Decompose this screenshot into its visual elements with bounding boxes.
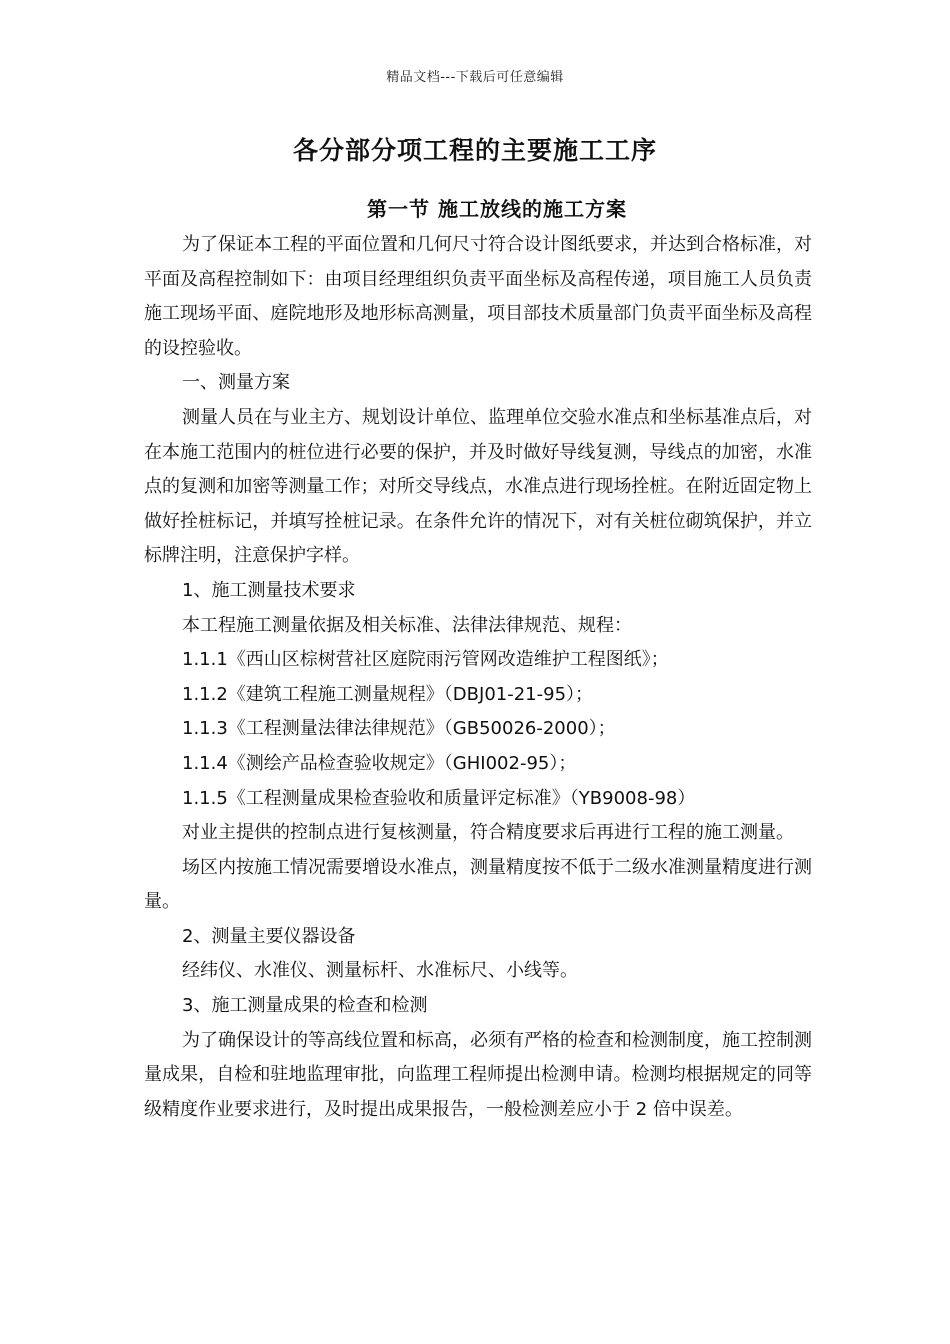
paragraph-measurement: 测量人员在与业主方、规划设计单位、监理单位交验水准点和坐标基准点后，对在本施工范围内的桩位进行必要的保护，并及时做好导线复测，导线点的加密，水准点的复测和加密等测量工作；对所交导线点，水准点进行现场拴桩。在附近固定物上做好拴桩标记，并填写拴桩记录。在条件允许的情况下，对有关桩位砌筑保护，并立标牌注明，注意保护字样。 — [144, 406, 812, 567]
heading-inspection: 3、施工测量成果的检查和检测 — [182, 995, 428, 1017]
paragraph-inspection: 为了确保设计的等高线位置和标高，必须有严格的检查和检测制度，施工控制测量成果，自检和驻地监理审批，向监理工程师提出检测申请。检测均根据规定的同等级精度作业要求进行，及时提出成果报告，一般检测差应小于 2 倍中误差。 — [144, 1029, 812, 1120]
section-title: 第一节 施工放线的施工方案 — [367, 197, 627, 221]
heading-instruments: 2、测量主要仪器设备 — [182, 925, 356, 947]
paragraph-intro: 为了保证本工程的平面位置和几何尺寸符合设计图纸要求，并达到合格标准，对平面及高程控制如下：由项目经理组织负责平面坐标及高程传递，项目施工人员负责施工现场平面、庭院地形及地形标高测量，项目部技术质量部门负责平面坐标及高程的设控验收。 — [144, 234, 812, 359]
list-item-standard: 1.1.5《工程测量成果检查验收和质量评定标准》（YB9008-98） — [182, 787, 696, 809]
heading-measurement-plan: 一、测量方案 — [182, 372, 290, 394]
paragraph-benchmark: 场区内按施工情况需要增设水准点，测量精度按不低于二级水准测量精度进行测量。 — [144, 856, 812, 913]
list-item-standard: 1.1.2《建筑工程施工测量规程》（DBJ01-21-95）； — [182, 683, 594, 705]
list-item-standard: 1.1.3《工程测量法律法律规范》（GB50026-2000）； — [182, 718, 616, 740]
document-body — [144, 228, 812, 1127]
list-item-standard: 1.1.4《测绘产品检查验收规定》（GHI002-95）； — [182, 752, 577, 774]
paragraph-instruments: 经纬仪、水准仪、测量标杆、水准标尺、小线等。 — [182, 960, 578, 982]
paragraph-standards-intro: 本工程施工测量依据及相关标准、法律法律规范、规程： — [182, 614, 632, 636]
document-title: 各分部分项工程的主要施工工序 — [292, 136, 657, 165]
heading-technical-requirements: 1、施工测量技术要求 — [182, 579, 356, 601]
list-item-standard: 1.1.1《西山区棕树营社区庭院雨污管网改造维护工程图纸》； — [182, 649, 669, 671]
page-header: 精品文档---下载后可任意编辑 — [386, 70, 564, 85]
paragraph-control-check: 对业主提供的控制点进行复核测量，符合精度要求后再进行工程的施工测量。 — [182, 822, 794, 844]
